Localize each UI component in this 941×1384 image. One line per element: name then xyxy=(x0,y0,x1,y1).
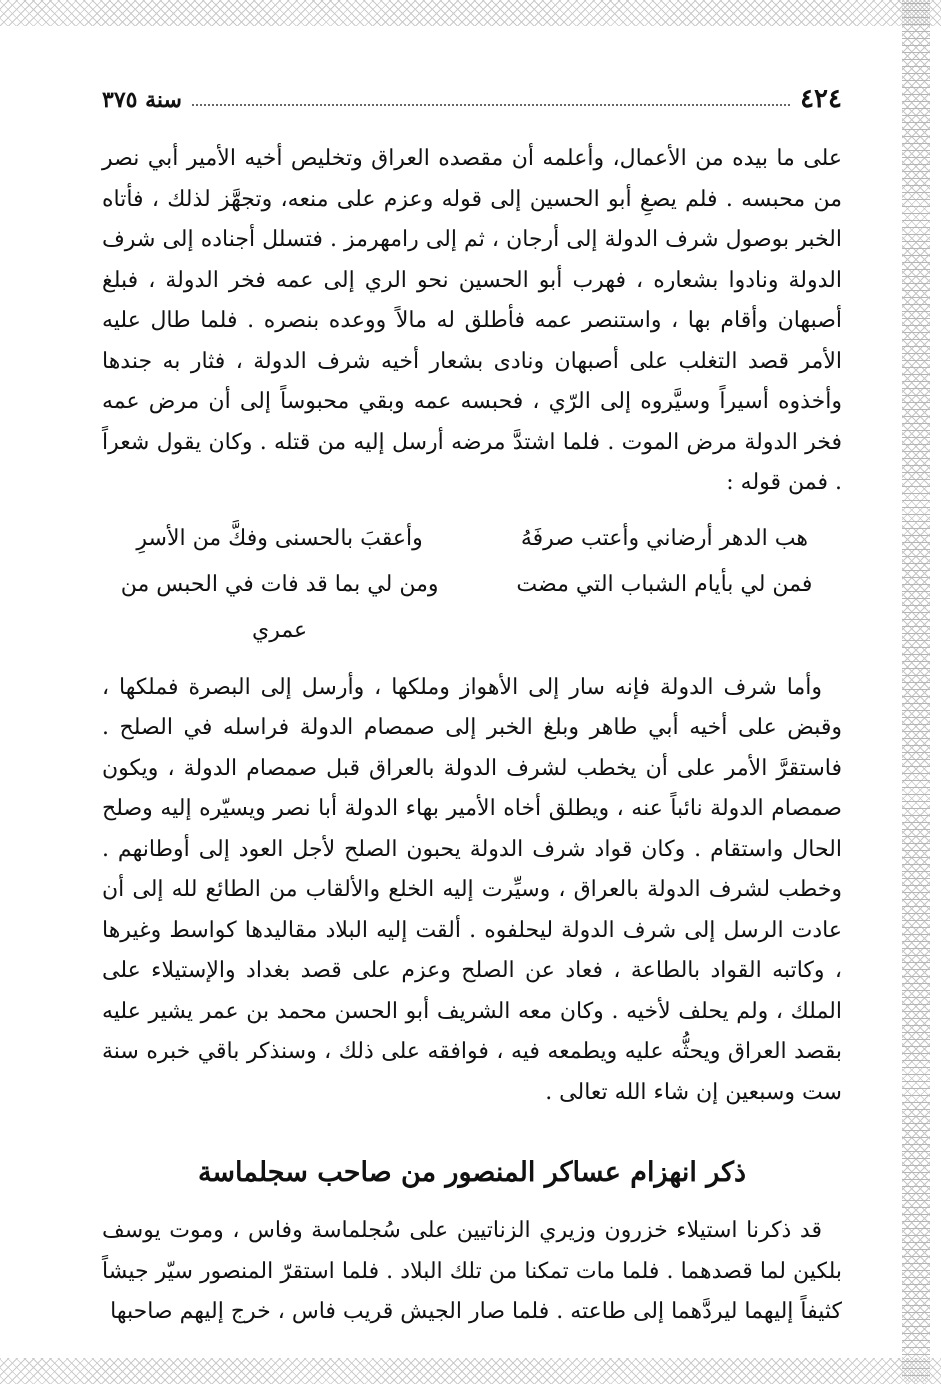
decorative-border-top xyxy=(0,0,941,26)
book-page xyxy=(102,84,842,1333)
paragraph-1: على ما بيده من الأعمال، وأعلمه أن مقصده العراق وتخليص أخيه الأمير أبي نصر من محبسه . فلم يصغِ أبو الحسين إلى قوله وعزم على منعه، وتجهَّز لذلك ، فأتاه الخبر بوصول شرف الدولة إلى أرجان ، ثم إلى رامهرمز . فتسلل أجناده إلى شرف الدولة ونادوا بشعاره ، فهرب أبو الحسين نحو الري إلى عمه فخر الدولة ، فبلغ أصبهان وأقام بها ، واستنصر عمه فأطلق له مالاً ووعده بنصره . فلما طال عليه الأمر قصد التغلب على أصبهان ونادى بشعار أخيه شرف الدولة ، فثار به جندها وأخذوه أسيراً وسيَّروه إلى الرّي ، فحبسه عمه وبقي محبوساً إلى أن مرض عمه فخر الدولة مرض الموت . فلما اشتدَّ مرضه أرسل إليه من قتله . وكان يقول شعراً . فمن قوله : xyxy=(102,146,842,495)
verse-line xyxy=(102,562,842,654)
verse-first-hemistich: فمن لي بأيام الشباب التي مضت xyxy=(516,571,813,597)
decorative-border-bottom xyxy=(0,1358,941,1384)
year-label: سنة ٣٧٥ xyxy=(102,87,182,113)
verse-second-hemistich: ومن لي بما قد فات في الحبس من عمري xyxy=(120,571,439,643)
running-header xyxy=(102,84,842,125)
poem-verses xyxy=(102,516,842,654)
decorative-border-right xyxy=(902,0,930,1382)
verse-second-hemistich: وأعقبَ بالحسنى وفكَّ من الأسرِ xyxy=(136,525,423,551)
verse-first-hemistich: هب الدهر أرضاني وأعتب صرفَهُ xyxy=(520,525,808,551)
paragraph-2: وأما شرف الدولة فإنه سار إلى الأهواز وملكها ، وأرسل إلى البصرة فملكها ، وقبض على أخيه أبي طاهر وبلغ الخبر إلى صمصام الدولة فراسله في الصلح . فاستقرَّ الأمر على أن يخطب لشرف الدولة بالعراق قبل صمصام الدولة ، ويكون صمصام الدولة نائباً عنه ، ويطلق أخاه الأمير بهاء الدولة أبا نصر ويسيّره إليه وصلح الحال واستقام . وكان قواد شرف الدولة يحبون الصلح لأجل العود إلى أوطانهم . وخطب لشرف الدولة بالعراق ، وسيِّرت إليه الخلع والألقاب من الطائع لله إلى أن عادت الرسل إلى شرف الدولة ليحلفوه . ألقت إليه البلاد مقاليدها كواسط وغيرها ، وكاتبه القواد بالطاعة ، فعاد عن الصلح وعزم على قصد بغداد والإستيلاء على الملك ، ولم يحلف لأخيه . وكان معه الشريف أبو الحسن محمد بن عمر يشير عليه بقصد العراق ويحثُّه عليه ويطمعه فيه ، فوافقه على ذلك ، وسنذكر باقي خبره سنة ست وسبعين إن شاء الله تعالى . xyxy=(102,674,842,1105)
section-title: ذكر انهزام عساكر المنصور من صاحب سجلماسة xyxy=(197,1157,747,1188)
paragraph-3: قد ذكرنا استيلاء خزرون وزيري الزناتيين على سُجلماسة وفاس ، وموت يوسف بلكين لما قصدهما . فلما مات تمكنا من تلك البلاد . فلما استقرّ المنصور سيّر جيشاً كثيفاً إليهما ليردَّهما إلى طاعته . فلما صار الجيش قريب فاس ، خرج إليهم صاحبها xyxy=(102,1218,842,1324)
verse-line xyxy=(102,516,842,562)
header-dotted-rule xyxy=(192,103,790,106)
page-number: ٤٢٤ xyxy=(800,84,842,114)
